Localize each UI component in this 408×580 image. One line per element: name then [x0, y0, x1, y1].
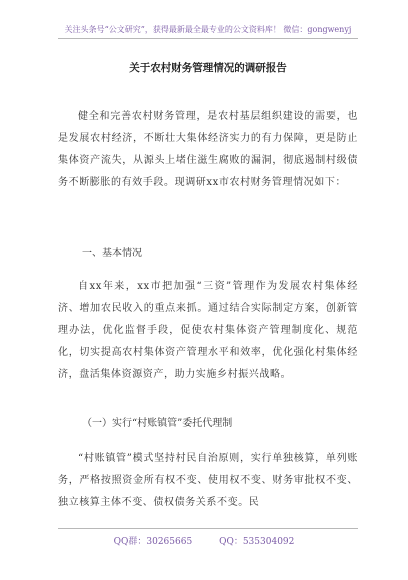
footer-divider: [58, 528, 358, 529]
header-divider: [58, 38, 358, 39]
intro-paragraph: 健全和完善农村财务管理，是农村基层组织建设的需要，也是发展农村经济，不断壮大集体经济实力的有力保障，更是防止集体资产流失，从源头上堵住滋生腐败的漏洞，彻底遏制村级债务不断膨胀的有效手段。现调研xx市农村财务管理情况如下：: [58, 111, 358, 188]
subsection-heading-village-accounts: （一）实行“村账镇管”委托代理制: [82, 418, 233, 429]
document-title: 关于农村财务管理情况的调研报告: [129, 62, 287, 74]
footer-qq-group: QQ群：30265665: [113, 537, 193, 547]
subsection-paragraph-village-accounts: “村账镇管”模式坚持村民自治原则，实行单独核算，单列账务，严格按照资金所有权不变、使用权不变、财务审批权不变、独立核算主体不变、债权债务关系不变。民: [58, 453, 358, 508]
section-paragraph-basic-situation: 自xx年来，xx市把加强“三资”管理作为发展农村集体经济、增加农民收入的重点来抓。通过结合实际制定方案，创新管理办法，优化监督手段，促使农村集体资产管理制度化、规范化，切实提高农村集体资产管理水平和效率，优化强化村集体经济，盘活集体资源资产，助力实施乡村振兴战略。: [58, 281, 358, 380]
section-heading-basic-situation: 一、基本情况: [82, 248, 142, 259]
header-notice: 关注头条号“公文研究”，获得最新最全最专业的公文资料库！ 微信：gongwenyj: [64, 25, 352, 34]
footer-contact: [0, 534, 408, 547]
footer-qq-number: QQ：535304092: [219, 537, 295, 547]
